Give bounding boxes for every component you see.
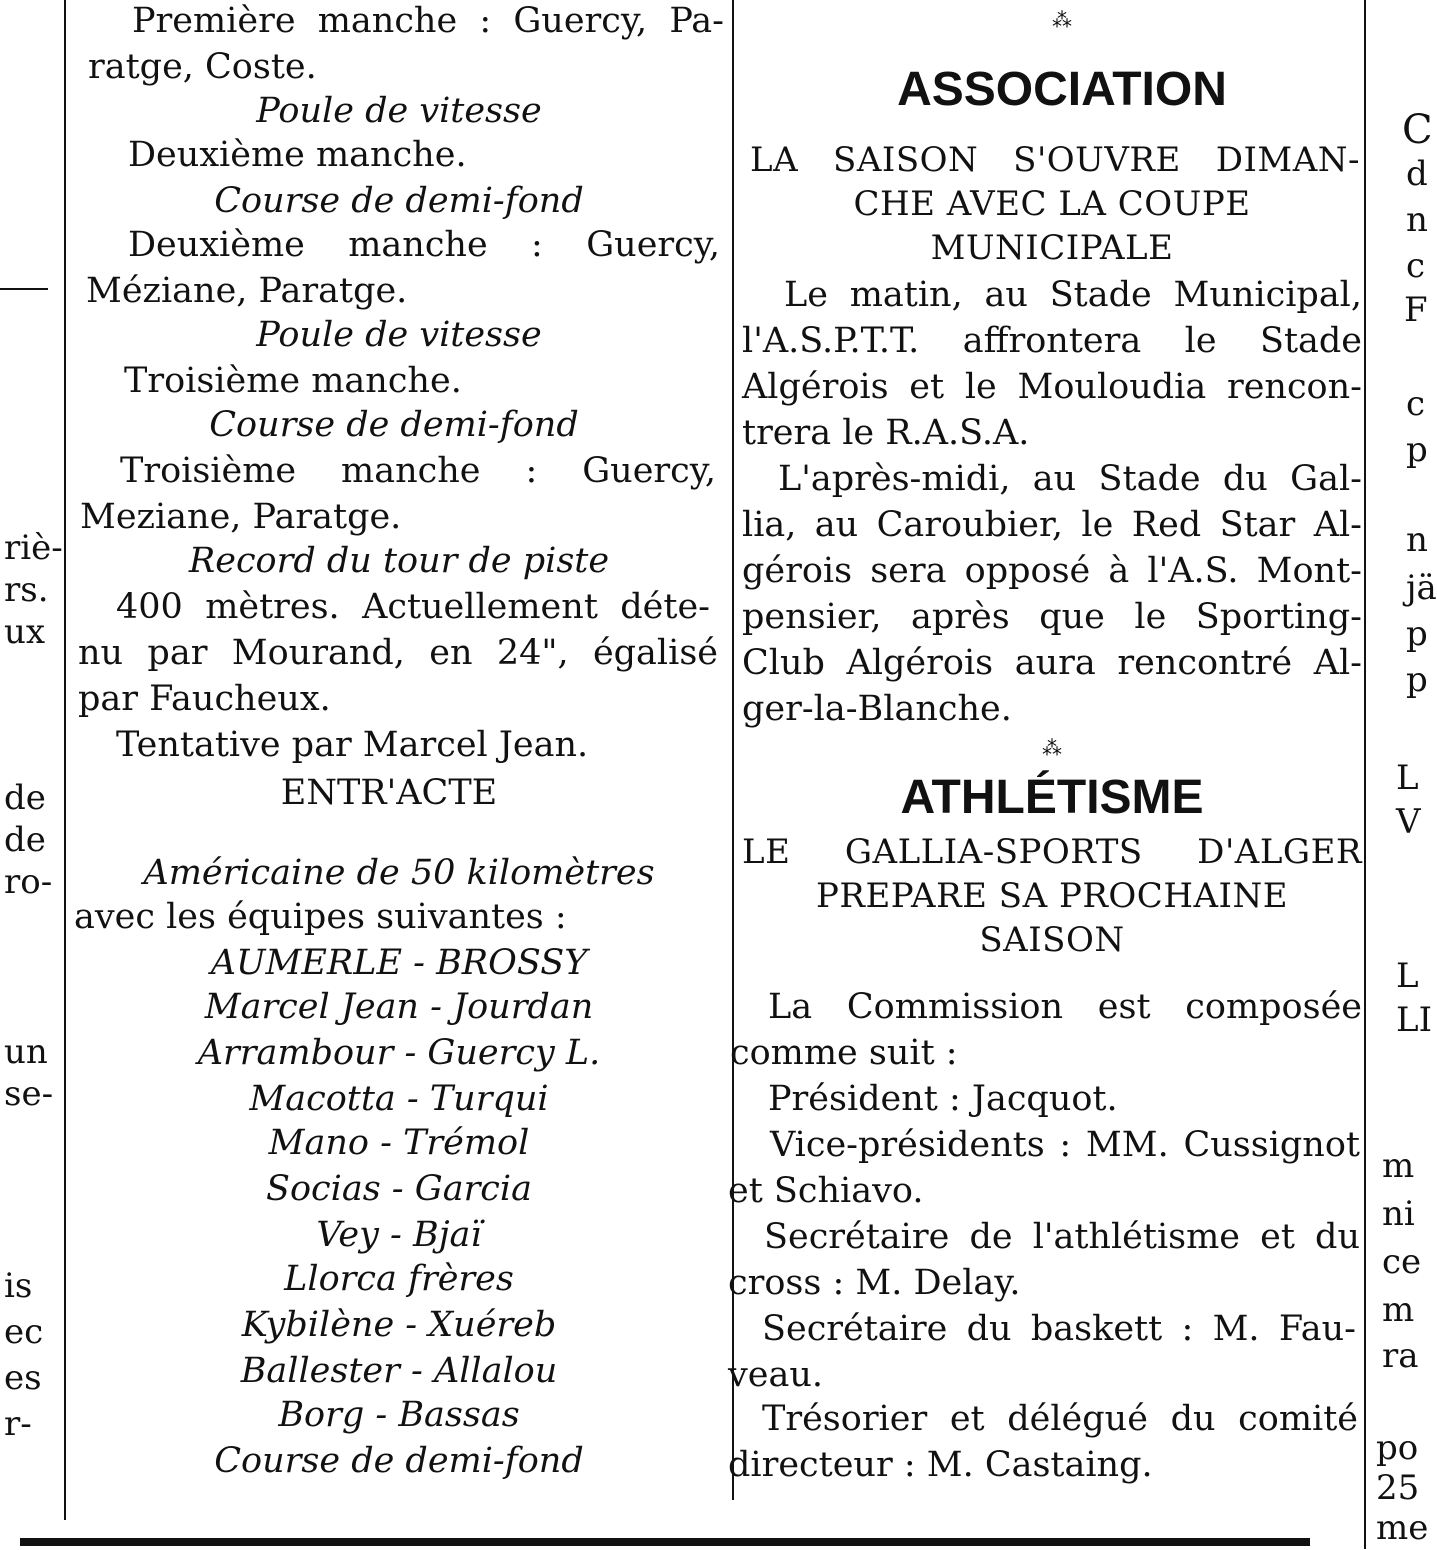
association-heading: ASSOCIATION <box>897 63 1227 116</box>
team-line: AUMERLE - BROSSY <box>210 943 588 983</box>
fragment: c <box>1406 384 1426 424</box>
team-line: Llorca frères <box>284 1259 514 1299</box>
association-subheading: MUNICIPALE <box>930 228 1174 268</box>
asterism-ornament: ⁂ <box>1042 736 1062 760</box>
fragment: riè- <box>4 528 63 568</box>
fragment: V <box>1396 802 1421 842</box>
event-heading: Course de demi-fond <box>214 181 584 221</box>
fragment: p <box>1406 660 1428 700</box>
body-line: Troisième manche : Guercy, <box>120 451 716 491</box>
fragment: p <box>1406 430 1428 470</box>
team-line: Ballester - Allalou <box>240 1351 558 1391</box>
body-line: Troisième manche. <box>124 361 462 401</box>
fragment: me <box>1376 1508 1429 1548</box>
fragment: r- <box>4 1404 32 1444</box>
body-line: par Faucheux. <box>78 679 331 719</box>
fragment: po <box>1376 1428 1419 1468</box>
association-body-line: gérois sera opposé à l'A.S. Mont- <box>742 551 1362 591</box>
fragment: jä <box>1406 568 1437 608</box>
fragment: 25 <box>1376 1468 1420 1508</box>
athletisme-heading: ATHLÉTISME <box>900 771 1204 824</box>
fragment: m <box>1382 1146 1415 1186</box>
team-line: Arrambour - Guercy L. <box>197 1033 601 1073</box>
body-line: Première manche : Guercy, Pa- <box>132 1 724 41</box>
team-line: Kybilène - Xuéreb <box>241 1305 557 1345</box>
body-line: Meziane, Paratge. <box>80 497 402 537</box>
fragment: se- <box>4 1074 54 1114</box>
fragment: n <box>1406 520 1428 560</box>
fragment: de <box>4 820 46 860</box>
association-body-line: trera le R.A.S.A. <box>742 413 1030 453</box>
fragment: F <box>1404 290 1428 330</box>
athletisme-subheading: LE GALLIA-SPORTS D'ALGER <box>742 832 1362 872</box>
team-line: Macotta - Turqui <box>249 1079 549 1119</box>
section-rule-left <box>0 288 48 290</box>
association-subheading: CHE AVEC LA COUPE <box>853 184 1251 224</box>
fragment: ra <box>1382 1336 1419 1376</box>
fragment: is <box>4 1266 33 1306</box>
section-title: ENTR'ACTE <box>280 773 498 813</box>
team-line: Borg - Bassas <box>278 1395 520 1435</box>
athletisme-body-line: Secrétaire du baskett : M. Fau- <box>762 1309 1356 1349</box>
fragment: m <box>1382 1290 1415 1330</box>
fragment: de <box>4 778 46 818</box>
association-body-line: Algérois et le Mouloudia rencon- <box>742 367 1362 407</box>
team-line: Mano - Trémol <box>268 1123 530 1163</box>
bottom-rule <box>20 1538 1310 1546</box>
athletisme-body-line: La Commission est composée <box>768 987 1362 1027</box>
body-line: 400 mètres. Actuellement déte- <box>116 587 710 627</box>
fragment: LI <box>1396 1000 1433 1040</box>
fragment: n <box>1406 200 1428 240</box>
fragment: L <box>1396 758 1419 798</box>
association-body-line: ger-la-Blanche. <box>742 689 1012 729</box>
association-body-line: Le matin, au Stade Municipal, <box>784 275 1362 315</box>
team-line: Marcel Jean - Jourdan <box>204 987 594 1027</box>
athletisme-body-line: Président : Jacquot. <box>768 1079 1118 1119</box>
column-rule-left <box>64 0 66 1520</box>
athletisme-body-line: directeur : M. Castaing. <box>728 1445 1153 1485</box>
fragment: p <box>1406 614 1428 654</box>
athletisme-body-line: Vice-présidents : MM. Cussignot <box>770 1125 1360 1165</box>
fragment: ux <box>4 612 46 652</box>
body-line: ratge, Coste. <box>88 47 317 87</box>
association-body-line: L'après-midi, au Stade du Gal- <box>778 459 1362 499</box>
team-line: Vey - Bjaï <box>316 1215 482 1255</box>
fragment: es <box>4 1358 42 1398</box>
body-line: Tentative par Marcel Jean. <box>116 725 589 765</box>
body-line: Deuxième manche : Guercy, <box>128 225 720 265</box>
fragment: ec <box>4 1312 44 1352</box>
body-line: Méziane, Paratge. <box>86 271 408 311</box>
fragment: ce <box>1382 1242 1422 1282</box>
team-line: Socias - Garcia <box>266 1169 532 1209</box>
event-heading: Poule de vitesse <box>256 315 542 355</box>
body-line: nu par Mourand, en 24", égalisé <box>78 633 718 673</box>
athletisme-body-line: Secrétaire de l'athlétisme et du <box>764 1217 1360 1257</box>
fragment: d <box>1406 154 1428 194</box>
asterism-ornament: ⁂ <box>1052 8 1072 32</box>
athletisme-body-line: comme suit : <box>730 1033 958 1073</box>
cycling-programme-column <box>74 0 724 1500</box>
association-body-line: pensier, après que le Sporting- <box>742 597 1362 637</box>
fragment: c <box>1406 246 1426 286</box>
athletisme-body-line: et Schiavo. <box>728 1171 924 1211</box>
event-heading: Poule de vitesse <box>256 91 542 131</box>
association-body-line: Club Algérois aura rencontré Al- <box>742 643 1362 683</box>
athletisme-body-line: Trésorier et délégué du comité <box>762 1399 1358 1439</box>
event-heading: Course de demi-fond <box>209 405 579 445</box>
association-subheading: LA SAISON S'OUVRE DIMAN- <box>750 140 1360 180</box>
fragment: ro- <box>4 862 53 902</box>
athletisme-subheading: SAISON <box>979 920 1125 960</box>
fragment: L <box>1396 956 1419 996</box>
fragment: ni <box>1382 1194 1415 1234</box>
event-heading: Américaine de 50 kilomètres <box>143 853 655 893</box>
sports-news-column <box>728 0 1362 1500</box>
athletisme-body-line: cross : M. Delay. <box>728 1263 1021 1303</box>
fragment: rs. <box>4 570 49 610</box>
athletisme-body-line: veau. <box>728 1355 824 1395</box>
association-body-line: l'A.S.P.T.T. affrontera le Stade <box>742 321 1362 361</box>
column-rule-right <box>1364 0 1366 1549</box>
event-heading: Course de demi-fond <box>214 1441 584 1481</box>
fragment: C <box>1402 107 1433 153</box>
fragment: un <box>4 1032 48 1072</box>
association-body-line: lia, au Caroubier, le Red Star Al- <box>742 505 1362 545</box>
event-heading: Record du tour de piste <box>188 541 610 581</box>
athletisme-subheading: PREPARE SA PROCHAINE <box>815 876 1289 916</box>
body-line: Deuxième manche. <box>128 135 467 175</box>
body-line: avec les équipes suivantes : <box>74 897 567 937</box>
